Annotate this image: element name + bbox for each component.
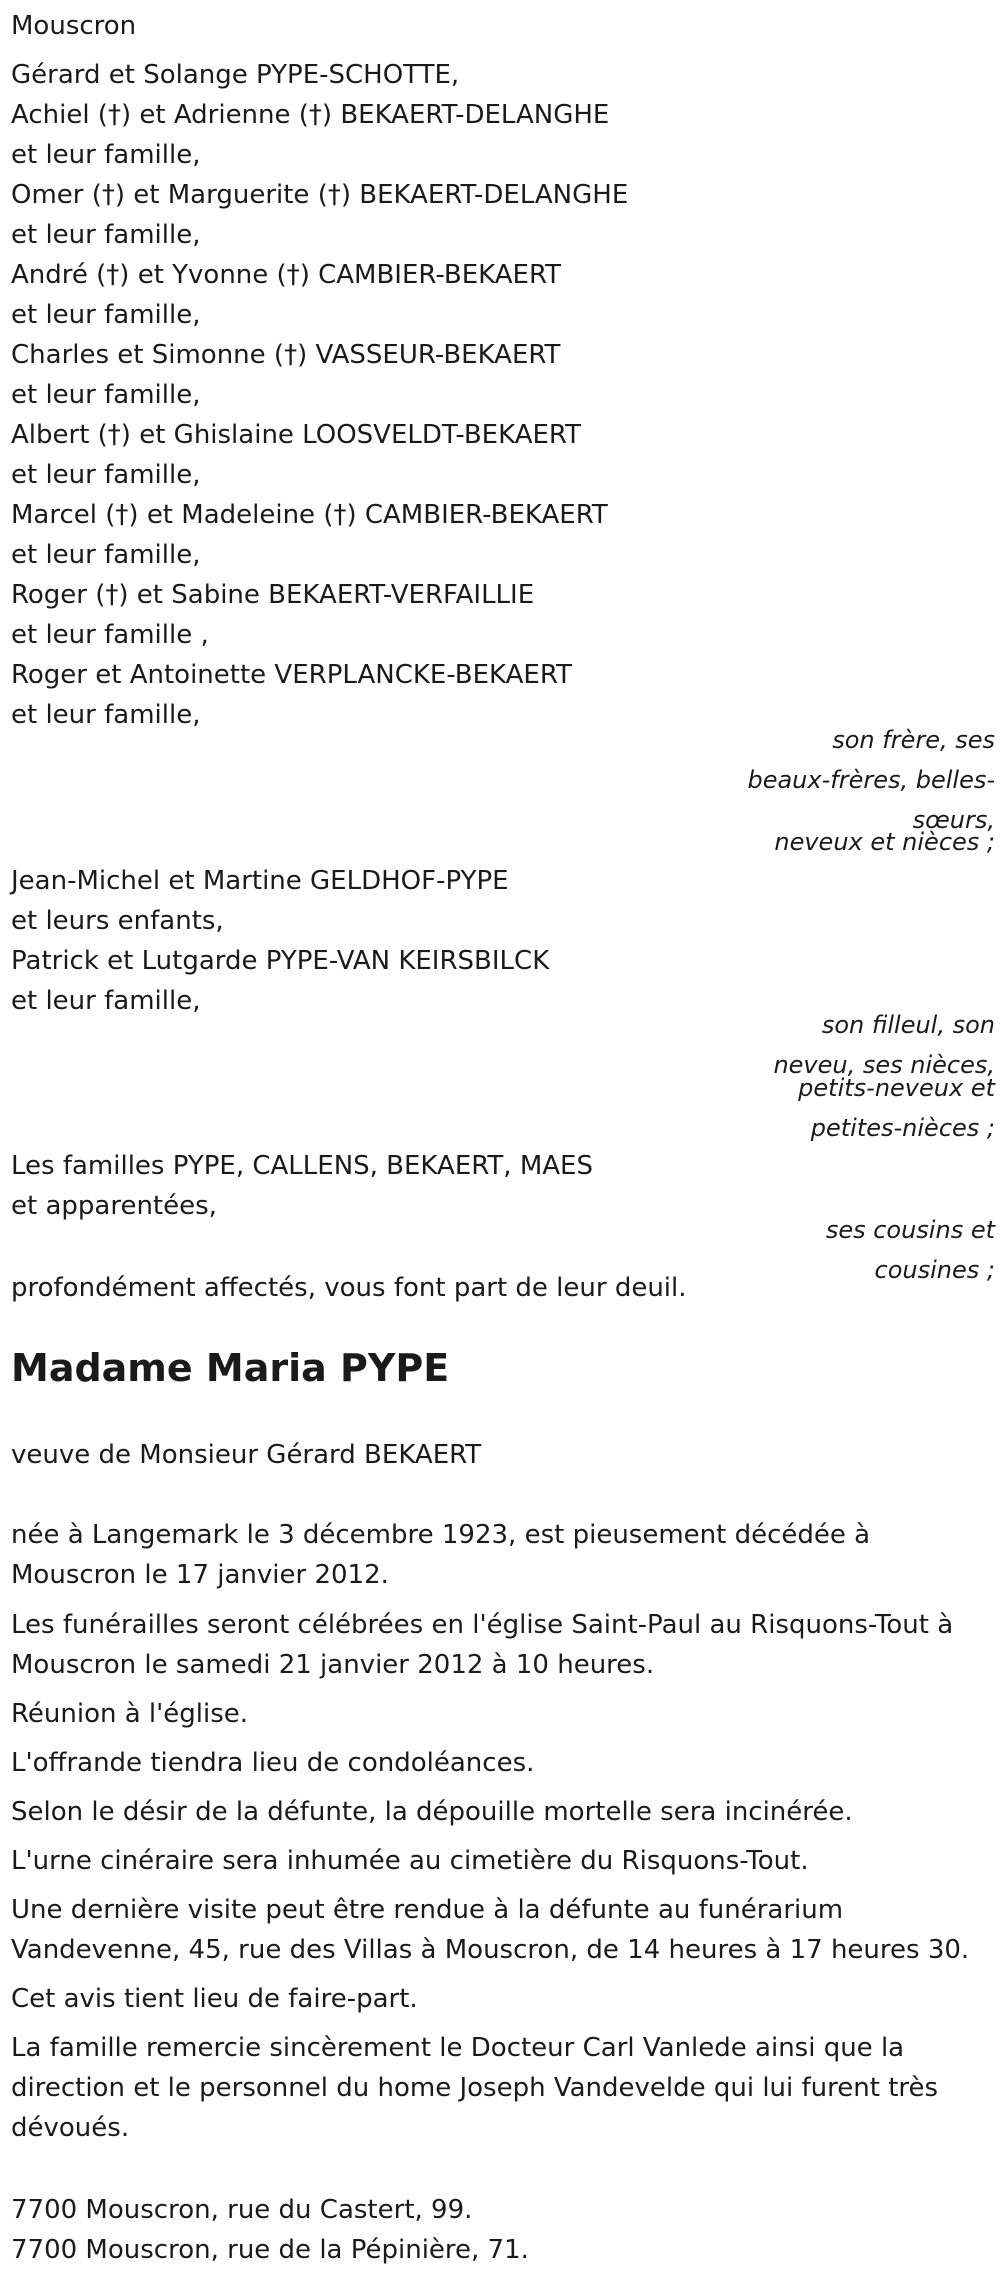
relationship-note: cousines ; [874, 1256, 995, 1284]
family-line: Les familles PYPE, CALLENS, BEKAERT, MAES [11, 1151, 593, 1181]
relationship-note: petites-nièces ; [810, 1114, 995, 1142]
family-line: et leurs enfants, [11, 906, 224, 936]
relationship-note: petits-neveux et [798, 1074, 995, 1102]
info-paragraph: L'offrande tiendra lieu de condoléances. [11, 1748, 535, 1778]
closing-line: profondément affectés, vous font part de leur deuil. [11, 1273, 687, 1303]
family-line: Albert (†) et Ghislaine LOOSVELDT-BEKAERT [11, 420, 581, 450]
family-line: Achiel (†) et Adrienne (†) BEKAERT-DELANGHE [11, 100, 610, 130]
visit-paragraph: Une dernière visite peut être rendue à la défunte au funérarium Vandevenne, 45, rue des Villas à Mouscron, de 14 heures à 17 heures 30. [11, 1895, 970, 1965]
family-line: et leur famille, [11, 300, 201, 330]
family-line: et leur famille, [11, 220, 201, 250]
family-line: Patrick et Lutgarde PYPE-VAN KEIRSBILCK [11, 946, 550, 976]
funeral-paragraph: Les funérailles seront célébrées en l'église Saint-Paul au Risquons-Tout à Mouscron le samedi 21 janvier 2012 à 10 heures. [11, 1610, 954, 1680]
relationship-note: ses cousins et [825, 1216, 995, 1244]
relationship-note: sœurs, [912, 806, 995, 834]
family-line: Omer (†) et Marguerite (†) BEKAERT-DELANGHE [11, 180, 629, 210]
relationship-note: beaux-frères, belles- [747, 766, 995, 794]
info-paragraph: L'urne cinéraire sera inhumée au cimetière du Risquons-Tout. [11, 1846, 809, 1876]
family-line: Marcel (†) et Madeleine (†) CAMBIER-BEKAERT [11, 500, 608, 530]
family-line: Roger (†) et Sabine BEKAERT-VERFAILLIE [11, 580, 535, 610]
family-line: André (†) et Yvonne (†) CAMBIER-BEKAERT [11, 260, 561, 290]
relationship-note: neveu, ses nièces, [773, 1051, 995, 1079]
relationship-note: son filleul, son [821, 1011, 995, 1039]
family-line: et leur famille, [11, 380, 201, 410]
address-line: 7700 Mouscron, rue de la Pépinière, 71. [11, 2235, 529, 2265]
family-line: Jean-Michel et Martine GELDHOF-PYPE [11, 866, 509, 896]
family-line: et apparentées, [11, 1191, 217, 1221]
family-line: et leur famille, [11, 540, 201, 570]
family-line: et leur famille, [11, 140, 201, 170]
thanks-paragraph: La famille remercie sincèrement le Docteur Carl Vanlede ainsi que la direction et le personnel du home Joseph Vandevelde qui lui furent très dévoués. [11, 2033, 939, 2143]
deceased-name: Madame Maria PYPE [11, 1346, 450, 1390]
relationship-note: neveux et nièces ; [774, 828, 995, 856]
family-line: et leur famille, [11, 460, 201, 490]
widow-line: veuve de Monsieur Gérard BEKAERT [11, 1440, 482, 1470]
family-line: Roger et Antoinette VERPLANCKE-BEKAERT [11, 660, 572, 690]
city-heading: Mouscron [11, 11, 137, 41]
family-line: et leur famille, [11, 700, 201, 730]
family-line: Gérard et Solange PYPE-SCHOTTE, [11, 60, 460, 90]
info-paragraph: Réunion à l'église. [11, 1699, 249, 1729]
family-line: Charles et Simonne (†) VASSEUR-BEKAERT [11, 340, 561, 370]
address-line: 7700 Mouscron, rue du Castert, 99. [11, 2195, 473, 2225]
family-line: et leur famille , [11, 620, 209, 650]
relationship-note: son frère, ses [832, 726, 995, 754]
announcement-paragraph: née à Langemark le 3 décembre 1923, est pieusement décédée à Mouscron le 17 janvier 2012. [11, 1520, 871, 1590]
info-paragraph: Cet avis tient lieu de faire-part. [11, 1984, 418, 2014]
family-line: et leur famille, [11, 986, 201, 1016]
info-paragraph: Selon le désir de la défunte, la dépouille mortelle sera incinérée. [11, 1797, 853, 1827]
